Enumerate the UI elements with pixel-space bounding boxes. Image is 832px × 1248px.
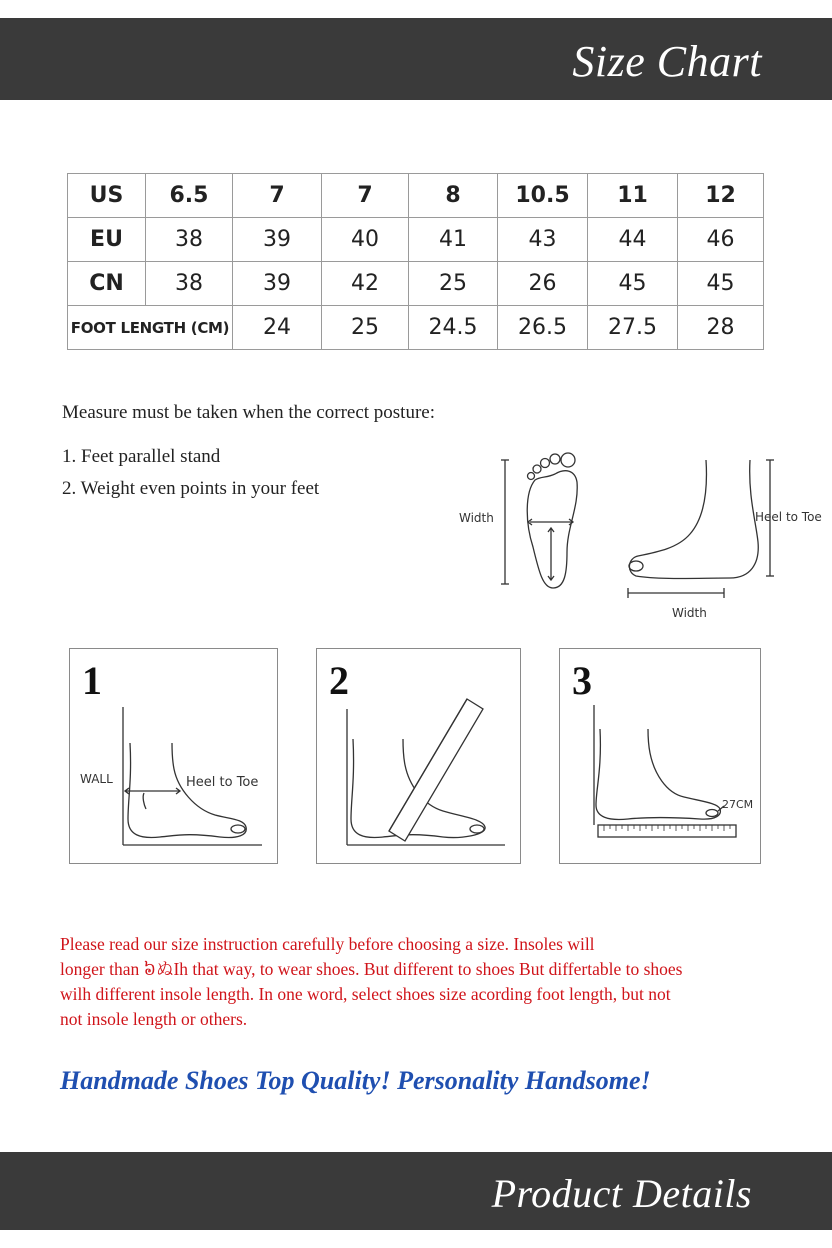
- width-label: Width: [672, 606, 707, 620]
- table-cell: 26.5: [498, 306, 588, 350]
- table-cell: 6.5: [146, 174, 233, 218]
- row-label: FOOT LENGTH (CM): [68, 306, 233, 350]
- wall-label: WALL: [80, 772, 113, 786]
- table-cell: 25: [409, 262, 498, 306]
- header-title: Size Chart: [572, 37, 762, 86]
- panel-number: 1: [82, 658, 102, 703]
- table-row: [68, 262, 764, 306]
- table-cell: 7: [233, 174, 322, 218]
- header-banner: [0, 18, 832, 100]
- row-label: CN: [68, 262, 146, 306]
- table-cell: 8: [409, 174, 498, 218]
- foot-side-diagram: [620, 452, 780, 602]
- table-cell: 44: [588, 218, 678, 262]
- warning-line: longer than ៦ぬIh that way, to wear shoes. But different to shoes But differtable to shoes: [60, 959, 683, 979]
- footer-title: Product Details: [491, 1171, 752, 1216]
- panel-number: 3: [572, 658, 592, 703]
- table-cell: 26: [498, 262, 588, 306]
- footer-banner: [0, 1152, 832, 1230]
- table-row: [68, 174, 764, 218]
- size-table: [67, 173, 764, 350]
- foot-sole-diagram: [495, 452, 585, 592]
- table-cell: 27.5: [588, 306, 678, 350]
- table-row: [68, 218, 764, 262]
- table-cell: 39: [233, 218, 322, 262]
- table-cell: 28: [678, 306, 764, 350]
- table-cell: 45: [588, 262, 678, 306]
- table-cell: 38: [146, 262, 233, 306]
- panel-number: 2: [329, 658, 349, 703]
- table-cell: 38: [146, 218, 233, 262]
- table-cell: 41: [409, 218, 498, 262]
- warning-text: [60, 932, 780, 1032]
- row-label: EU: [68, 218, 146, 262]
- table-cell: 11: [588, 174, 678, 218]
- heel-to-toe-label: Heel to Toe: [186, 775, 259, 790]
- measure-panel-2: [316, 648, 521, 864]
- table-cell: 39: [233, 262, 322, 306]
- slogan: Handmade Shoes Top Quality! Personality Handsome!: [60, 1066, 651, 1095]
- table-cell: 42: [322, 262, 409, 306]
- warning-line: Please read our size instruction carefully before choosing a size. Insoles will: [60, 934, 595, 954]
- warning-line: not insole length or others.: [60, 1009, 248, 1029]
- foot-ruler-illustration: [317, 649, 520, 863]
- table-cell: 12: [678, 174, 764, 218]
- instructions-intro: Measure must be taken when the correct posture:: [62, 402, 436, 423]
- row-label: US: [68, 174, 146, 218]
- table-cell: 43: [498, 218, 588, 262]
- table-row: [68, 306, 764, 350]
- table-cell: 40: [322, 218, 409, 262]
- table-cell: 10.5: [498, 174, 588, 218]
- measure-panel-3: [559, 648, 761, 864]
- table-cell: 46: [678, 218, 764, 262]
- table-cell: 24: [233, 306, 322, 350]
- table-cell: 24.5: [409, 306, 498, 350]
- foot-tape-illustration: [560, 649, 760, 863]
- measure-panel-1: [69, 648, 278, 864]
- table-cell: 7: [322, 174, 409, 218]
- table-cell: 45: [678, 262, 764, 306]
- foot-wall-illustration: [70, 649, 277, 863]
- width-label: Width: [459, 511, 494, 525]
- measure-label: 27CM: [722, 798, 754, 811]
- heel-to-toe-label: Heel to Toe: [755, 510, 822, 524]
- instruction-step: 1. Feet parallel stand: [62, 446, 221, 467]
- warning-line: wilh different insole length. In one word, select shoes size acording foot length, but not: [60, 984, 671, 1004]
- instruction-step: 2. Weight even points in your feet: [62, 478, 320, 499]
- table-cell: 25: [322, 306, 409, 350]
